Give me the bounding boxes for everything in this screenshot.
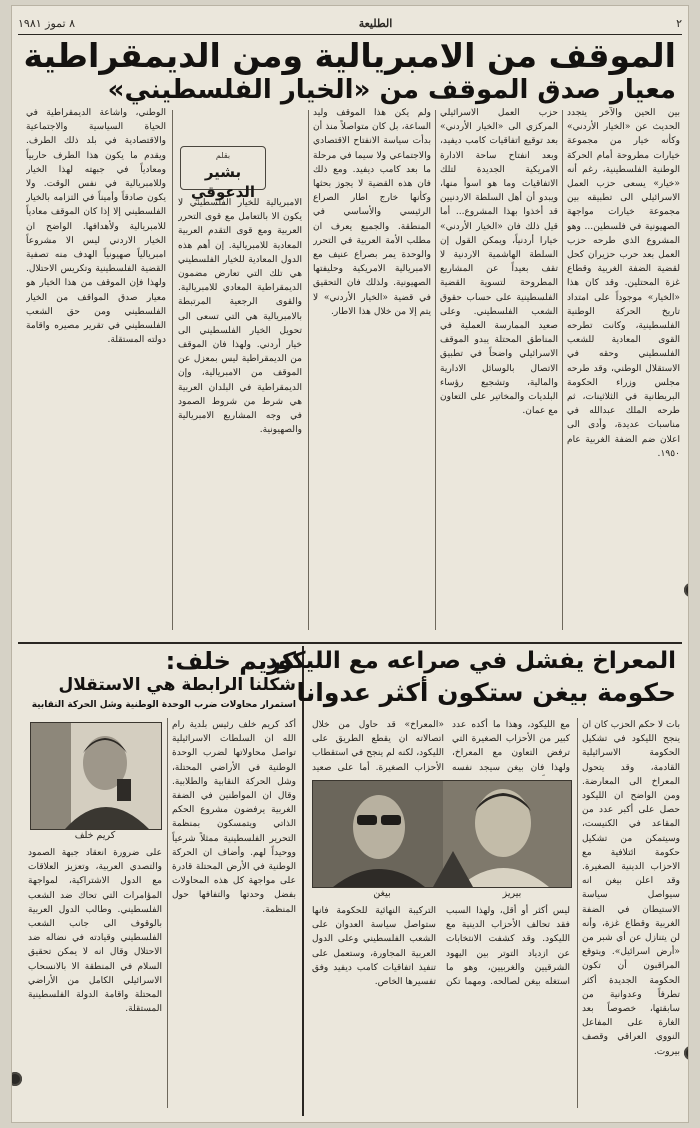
page-number: ٢	[676, 16, 682, 30]
page-header	[18, 12, 682, 35]
column-rule	[562, 110, 563, 630]
israel-column-2: مع الليكود، وهذا ما أكده عدد كبير من الأحزاب الصغيرة التي ترفض التعاون مع المعراخ، ولهذا فان بيغن سيجد نفسه	[452, 720, 570, 773]
portrait-image	[31, 723, 161, 829]
binder-hole-left	[12, 1072, 22, 1086]
byline-label: بقلم	[215, 151, 231, 160]
binder-hole-top	[684, 583, 688, 597]
binder-hole-bottom	[684, 1046, 688, 1060]
column-rule	[435, 110, 436, 630]
publication-name: الطليعة	[358, 16, 393, 30]
author-name: بشير الدعوقي	[190, 163, 256, 201]
interview-column-2: على ضرورة انعقاد جبهة الصمود والتصدي العربية، وتعزيز العلاقات مع الدول الاشتراكية، لمواجهة المؤامرات التي تحاك ضد الشعب الفلسطيني. وطالب الدول العربية بالوقوف الى جانب الشعب الفلسطيني وقيادته في نضاله ضد الاحتلال وقال انه لا يمكن تحقيق السلام في المنطقة الا بالانسحاب الاسرائيلي الكامل من الأراضي المحتلة واقامة الدولة الفلسطينية المستقلة.	[28, 848, 162, 1015]
newspaper-page	[12, 6, 688, 1122]
israel-article-subtitle: حكومة بيغن ستكون أكثر عدوانا	[296, 678, 676, 707]
portrait-image	[313, 781, 571, 887]
leaders-photo	[312, 780, 572, 888]
column-rule	[577, 718, 578, 1108]
interview-column-1: أكد كريم خلف رئيس بلدية رام الله ان السلطات الاسرائيلية تواصل محاولاتها لضرب الوحدة الوطنية في الأراضي المحتلة، وشل الحركة النقابية والطلابية. وقال ان المواطنين في الضفة الغربية يرفضون مشروع الحكم الذاتي ويتمسكون بمنظمة التحرير الفلسطينية ممثلاً شرعياً ووحيداً لهم. وأضاف ان الحركة الوطنية في الأرض المحتلة قادرة على مواجهة كل هذه المحاولات بفضل وحدتها والتفافها حول المنظمة.	[172, 720, 296, 915]
karim-khalaf-photo	[30, 722, 162, 830]
interview-title: كريم خلف:	[165, 647, 296, 675]
section-divider-vertical	[302, 646, 304, 1116]
column-rule	[172, 110, 173, 630]
column-rule	[308, 110, 309, 630]
lead-column-4: الامبريالية للخيار الفلسطيني لا يكون الا بالتعامل مع قوى التحرر العربية ومع قوى التقدم العربية المعادية للامبريالية. إن أهم هذه الدول المعادية للخيار الفلسطيني هي تلك التي تعارض مضمون الديمقراطية المعادي للامبريالية. والقوى الرجعية المرتبطة بالامبريالية هي التي تسعى الى تحويل الخيار الفلسطيني الى خيار أردني. ولهذا فان الموقف من الديمقراطية ليس بمعزل عن الموقف من الامبريالية، وإن الديمقراطية في البلدان العربية هي شرط من شروط الصمود في وجه المشاريع الامبريالية والصهيونية.	[178, 198, 302, 436]
israel-column-4: ليس أكثر أو أقل، ولهذا السبب فقد تحالف الأحزاب الدينية مع الليكود. وقد كشفت الانتخابات عن ازدياد التوتر بين اليهود الشرقيين والغربيين، وهو ما استغله بيغن لصالحه. ومهما تكن التركيبة النهائية للحكومة فانها ستواصل سياسة العدوان على الشعب الفلسطيني وعلى الدول العربية المجاورة، وستعمل على تنفيذ اتفاقيات كامب ديفيد وفق تفسيرها الخاص.	[312, 906, 570, 988]
interview-photo-caption: كريم خلف	[74, 830, 116, 841]
lead-article-title: الموقف من الامبريالية ومن الديمقراطية	[23, 36, 676, 75]
interview-subtitle: شكلنا الرابطة هي الاستقلال	[58, 675, 296, 695]
lead-column-1: بين الحين والآخر يتجدد الحديث عن «الخيار الأردني» وكأنه خيار من مجموعة خيارات مطروحة أمام الحركة الوطنية الفلسطينية، رغم أنه «خيار» يسعى حزب العمل الاسرائيلي الى تطبيقه بين مجموعة خيارات مواجهة الصهيونية في فلسطين... وهو المشروع الذي طرحه حزب العمل بعد حرب حزيران كحل لقضية الضفة الغربية وقطاع غزة المحتلين. وقد كان هذا «الخيار» موجوداً على امتداد تاريخ الحركة الوطنية الفلسطينية، وكانت تطرحه القوى المعادية للشعب الفلسطيني وحقه في الاستقلال الوطني، وقد طرحه مجلس وزراء الحكومة البريطانية في الثلاثينات، ثم طرحه الملك عبدالله في مناسبات عديدة، وأدى الى اعلان ضم الضفة الغربية عام ١٩٥٠.	[567, 108, 680, 459]
issue-date: ٨ تموز ١٩٨١	[18, 16, 75, 30]
photo-caption-right: بيريز	[502, 888, 522, 899]
israel-article-title: المعراخ يفشل في صراعه مع الليكود	[265, 648, 676, 674]
lead-article-subtitle: معيار صدق الموقف من «الخيار الفلسطيني»	[107, 75, 676, 105]
lead-column-5: الوطني، واشاعة الديمقراطية في الحياة السياسية والاجتماعية والاقتصادية في بلد ذلك الطرف. ويقدم ما يكون هذا الطرف حاربياً ومعادياً في جبهته لهذا الخيار وللامبريالية في نفس الوقت. ولا يكون صادقاً وأميناً في التزامه بالخيار الفلسطيني إلا إذا كان الموقف معادياً للامبريالية ولأهدافها. الواضح ان الخيار الاردني ليس الا مشروعاً امبريالياً صهيونياً الهدف منه تصفية القضية الفلسطينية وتكريس الاحتلال. ولهذا فإن الموقف من هذا الخيار هو معيار صدق المواقف من الخيار الفلسطيني ومن حق الشعب الفلسطيني في تقرير مصيره واقامة دولته المستقلة.	[26, 108, 166, 346]
lead-column-2: حزب العمل الاسرائيلي المركزي الى «الخيار الأردني» بعد توقيع اتفاقيات كامب ديفيد، وبعد انفتاح ساحة الادارة الامريكية الجديدة لتلك الاتفاقيات وما هو اسوأ منها، ويبدو أن أهل السلطة الاردنيين قد أخذوا بهذا المشروع... أما قيل ذلك فان «الخيار الأردني» خيارا أردنياً، ويمكن القول إن السلطة الهاشمية الاردنية لا تقف بعيداً عن المشاريع المطروحة لتسوية القضية الفلسطينية على حساب حقوق الشعب الفلسطيني. وعلى صعيد الممارسة العملية في المناطق المحتلة يبدو الموقف الاسرائيلي واضحاً في تطبيق الاتصال بالوسائل الادارية والمالية، وتشجيع رؤساء البلديات والمخاتير على التعاون مع عمان.	[440, 108, 558, 417]
lead-column-3: ولم يكن هذا الموقف وليد الساعة، بل كان متواصلاً منذ أن بدأت سياسة الانفتاح الاقتصادي والاجتماعي ولا سيما في مرحلة ما بعد كامب ديفيد. ومع ذلك فان هذه القضية لا يجوز بحثها وكأنها خارج اطار الصراع الرئيسي والأساسي في المنطقة. والجميع يعرف ان مطلب الأمة العربية في التحرر والوحدة يمر بصراع عنيف مع الامبريالية الامريكية وحليفتها الصهيونية. ولذلك فان التحقيق في قضية «الخيار الأردني» لا يتم إلا من خلال هذا الاطار.	[313, 108, 431, 317]
israel-column-1: بات لا حكم الحزب كان ان ينجح الليكود في تشكيل الحكومة الاسرائيلية القادمة، وقد يتحول المعراخ الى المعارضة. ومن الواضح ان الليكود حصل على أكبر عدد من المقاعد في الكنيست، وسيتمكن من تشكيل حكومة ائتلافية مع الاحزاب الدينية الصغيرة. وقد اعلن بيغن انه سيواصل سياسة الاستيطان في الضفة الغربية وقطاع غزة، وأنه لن يتنازل عن أي شبر من «أرض اسرائيل». ويتوقع المراقبون أن تكون الحكومة الجديدة أكثر تطرفاً وعدوانية من سابقتها، خصوصاً بعد الغارة على المفاعل النووي العراقي وقصف بيروت.	[582, 720, 680, 1057]
israel-column-3: «المعراخ» قد حاول من خلال اتصالاته ان يقطع الطريق على الليكود، لكنه لم ينجح في استقطاب الأحزاب الصغيرة. أما على صعيد	[312, 720, 444, 773]
section-divider	[18, 642, 682, 644]
interview-deck: استمرار محاولات ضرب الوحدة الوطنية وشل الحركة النقابية	[31, 700, 296, 710]
column-rule	[167, 718, 168, 1108]
photo-caption-left: بيغن	[373, 888, 391, 899]
